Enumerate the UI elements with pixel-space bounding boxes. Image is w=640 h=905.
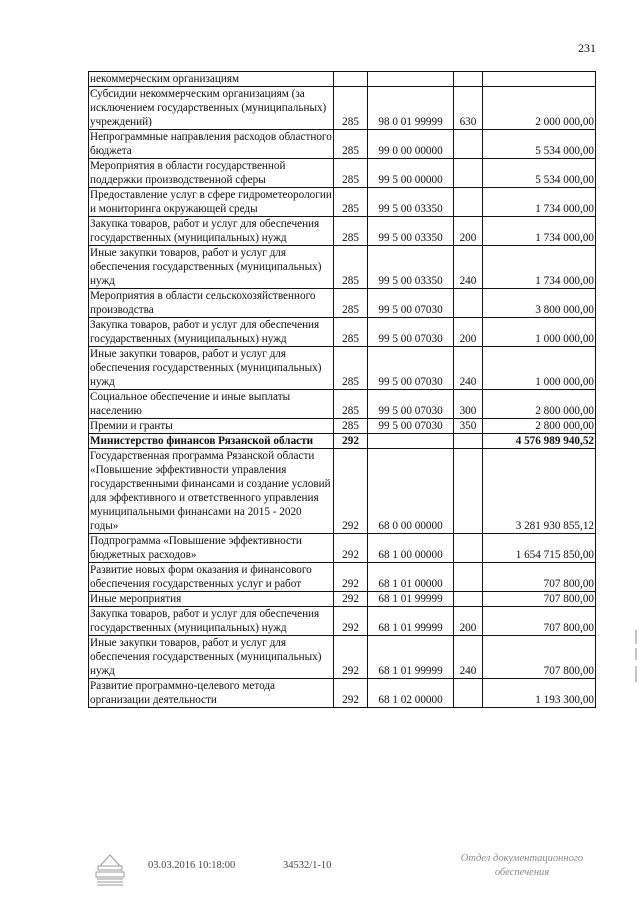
table-row	[89, 636, 596, 679]
row-name: Закупка товаров, работ и услуг для обеспечения государственных (муниципальных) нужд	[89, 217, 334, 246]
row-sum: 1 000 000,00	[483, 318, 596, 347]
table-row	[89, 347, 596, 390]
row-name: Иные закупки товаров, работ и услуг для обеспечения государственных (муниципальных) нужд	[89, 636, 334, 679]
row-code: 99 5 00 07030	[368, 318, 454, 347]
row-gr: 285	[333, 347, 367, 390]
row-vr	[453, 188, 482, 217]
row-vr	[453, 434, 482, 449]
row-gr: 285	[333, 217, 367, 246]
footer-doc-number: 34532/1-10	[283, 860, 332, 871]
row-code: 68 0 00 00000	[368, 449, 454, 534]
table-row	[89, 419, 596, 434]
table-row	[89, 130, 596, 159]
row-gr: 285	[333, 419, 367, 434]
footer-date: 03.03.2016 10:18:00	[148, 860, 236, 871]
footer-stamp	[442, 852, 602, 880]
row-sum: 1 734 000,00	[483, 188, 596, 217]
row-gr: 292	[333, 592, 367, 607]
row-gr: 292	[333, 449, 367, 534]
table-row	[89, 563, 596, 592]
table-row	[89, 72, 596, 87]
row-sum: 2 800 000,00	[483, 390, 596, 419]
row-sum: 2 000 000,00	[483, 87, 596, 130]
row-sum: 3 800 000,00	[483, 289, 596, 318]
row-sum: 1 193 300,00	[483, 679, 596, 708]
row-sum: 707 800,00	[483, 592, 596, 607]
row-code: 99 5 00 03350	[368, 188, 454, 217]
row-code: 99 5 00 03350	[368, 246, 454, 289]
table-row	[89, 534, 596, 563]
row-vr	[453, 534, 482, 563]
row-sum: 707 800,00	[483, 563, 596, 592]
table-row	[89, 289, 596, 318]
row-gr: 292	[333, 636, 367, 679]
row-name: некоммерческим организациям	[89, 72, 334, 87]
row-name: Подпрограмма «Повышение эффективности бюджетных расходов»	[89, 534, 334, 563]
row-gr: 285	[333, 390, 367, 419]
row-gr: 285	[333, 289, 367, 318]
row-code: 68 1 01 99999	[368, 607, 454, 636]
row-sum: 1 000 000,00	[483, 347, 596, 390]
row-vr: 350	[453, 419, 482, 434]
row-code: 68 1 01 00000	[368, 563, 454, 592]
row-code: 99 5 00 03350	[368, 217, 454, 246]
table-row	[89, 592, 596, 607]
row-name: Мероприятия в области сельскохозяйственного производства	[89, 289, 334, 318]
row-sum: 3 281 930 855,12	[483, 449, 596, 534]
edge-scan-marks	[632, 630, 640, 690]
row-code: 68 1 01 99999	[368, 592, 454, 607]
row-name: Иные мероприятия	[89, 592, 334, 607]
row-name: Премии и гранты	[89, 419, 334, 434]
row-code	[368, 434, 454, 449]
row-sum: 707 800,00	[483, 636, 596, 679]
row-gr: 285	[333, 159, 367, 188]
row-gr: 285	[333, 87, 367, 130]
row-gr: 292	[333, 679, 367, 708]
row-vr: 200	[453, 318, 482, 347]
row-name: Развитие программно-целевого метода организации деятельности	[89, 679, 334, 708]
row-name: Предоставление услуг в сфере гидрометеорологии и мониторинга окружающей среды	[90, 189, 332, 215]
row-sum: 1 734 000,00	[483, 246, 596, 289]
page-number: 231	[578, 41, 596, 55]
table-row	[89, 449, 596, 534]
table-body	[89, 72, 596, 708]
row-sum: 5 534 000,00	[483, 130, 596, 159]
row-gr: 292	[333, 607, 367, 636]
row-code: 68 1 00 00000	[368, 534, 454, 563]
row-vr: 200	[453, 607, 482, 636]
table-row	[89, 217, 596, 246]
row-vr: 300	[453, 390, 482, 419]
table-row	[89, 679, 596, 708]
row-vr	[453, 130, 482, 159]
row-name: Непрограммные направления расходов областного бюджета	[90, 131, 332, 157]
row-vr: 240	[453, 636, 482, 679]
row-sum: 5 534 000,00	[483, 159, 596, 188]
row-name: Государственная программа Рязанской области «Повышение эффективности управления государственными финансами и создание условий для эффективного и ответственного управления муниципальными финансами на 2015 - 2020 годы»	[89, 449, 334, 534]
row-vr	[453, 289, 482, 318]
row-name: Министерство финансов Рязанской области	[89, 434, 334, 449]
row-vr	[453, 159, 482, 188]
row-vr: 200	[453, 217, 482, 246]
row-code: 68 1 01 99999	[368, 636, 454, 679]
row-vr	[453, 679, 482, 708]
row-code: 68 1 02 00000	[368, 679, 454, 708]
table-row	[89, 434, 596, 449]
row-sum: 1 654 715 850,00	[483, 534, 596, 563]
row-vr: 240	[453, 246, 482, 289]
row-code: 99 0 00 00000	[368, 130, 454, 159]
row-gr: 292	[333, 534, 367, 563]
row-code: 99 5 00 07030	[368, 347, 454, 390]
row-gr: 285	[333, 130, 367, 159]
row-name: Закупка товаров, работ и услуг для обеспечения государственных (муниципальных) нужд	[89, 607, 334, 636]
row-vr	[453, 563, 482, 592]
footer-stamp-line2: обеспечения	[494, 867, 550, 878]
row-gr: 285	[333, 188, 367, 217]
row-name: Закупка товаров, работ и услуг для обеспечения государственных (муниципальных) нужд	[89, 318, 334, 347]
row-code: 99 5 00 07030	[368, 390, 454, 419]
row-name: Социальное обеспечение и иные выплаты населению	[89, 390, 334, 419]
row-sum	[483, 72, 596, 87]
row-vr	[453, 592, 482, 607]
table-row	[89, 390, 596, 419]
row-name: Развитие новых форм оказания и финансового обеспечения государственных услуг и работ	[89, 563, 334, 592]
row-gr: 292	[333, 434, 367, 449]
row-vr	[453, 72, 482, 87]
row-name: Субсидии некоммерческим организациям (за исключением государственных (муниципальных) учреждений)	[89, 87, 334, 130]
table-row	[89, 188, 596, 217]
row-sum: 707 800,00	[483, 607, 596, 636]
row-code: 99 5 00 07030	[368, 289, 454, 318]
table-row	[89, 159, 596, 188]
row-gr: 292	[333, 563, 367, 592]
row-gr: 285	[333, 246, 367, 289]
table-row	[89, 87, 596, 130]
row-code	[368, 72, 454, 87]
row-sum: 2 800 000,00	[483, 419, 596, 434]
row-code: 98 0 01 99999	[368, 87, 454, 130]
row-name: Мероприятия в области государственной поддержки производственной сферы	[89, 159, 334, 188]
row-vr	[453, 449, 482, 534]
row-vr: 240	[453, 347, 482, 390]
budget-table	[88, 71, 596, 708]
row-gr: 285	[333, 318, 367, 347]
row-sum: 1 734 000,00	[483, 217, 596, 246]
row-code: 99 5 00 07030	[368, 419, 454, 434]
row-code: 99 5 00 00000	[368, 159, 454, 188]
emblem-icon	[92, 852, 128, 893]
row-name: Иные закупки товаров, работ и услуг для обеспечения государственных (муниципальных) нужд	[89, 246, 334, 289]
row-sum: 4 576 989 940,52	[483, 434, 596, 449]
table-row	[89, 246, 596, 289]
table-row	[89, 318, 596, 347]
row-name: Иные закупки товаров, работ и услуг для обеспечения государственных (муниципальных) нужд	[89, 347, 334, 390]
row-vr: 630	[453, 87, 482, 130]
row-gr	[333, 72, 367, 87]
table-row	[89, 607, 596, 636]
footer-stamp-line1: Отдел документационного	[460, 853, 584, 864]
